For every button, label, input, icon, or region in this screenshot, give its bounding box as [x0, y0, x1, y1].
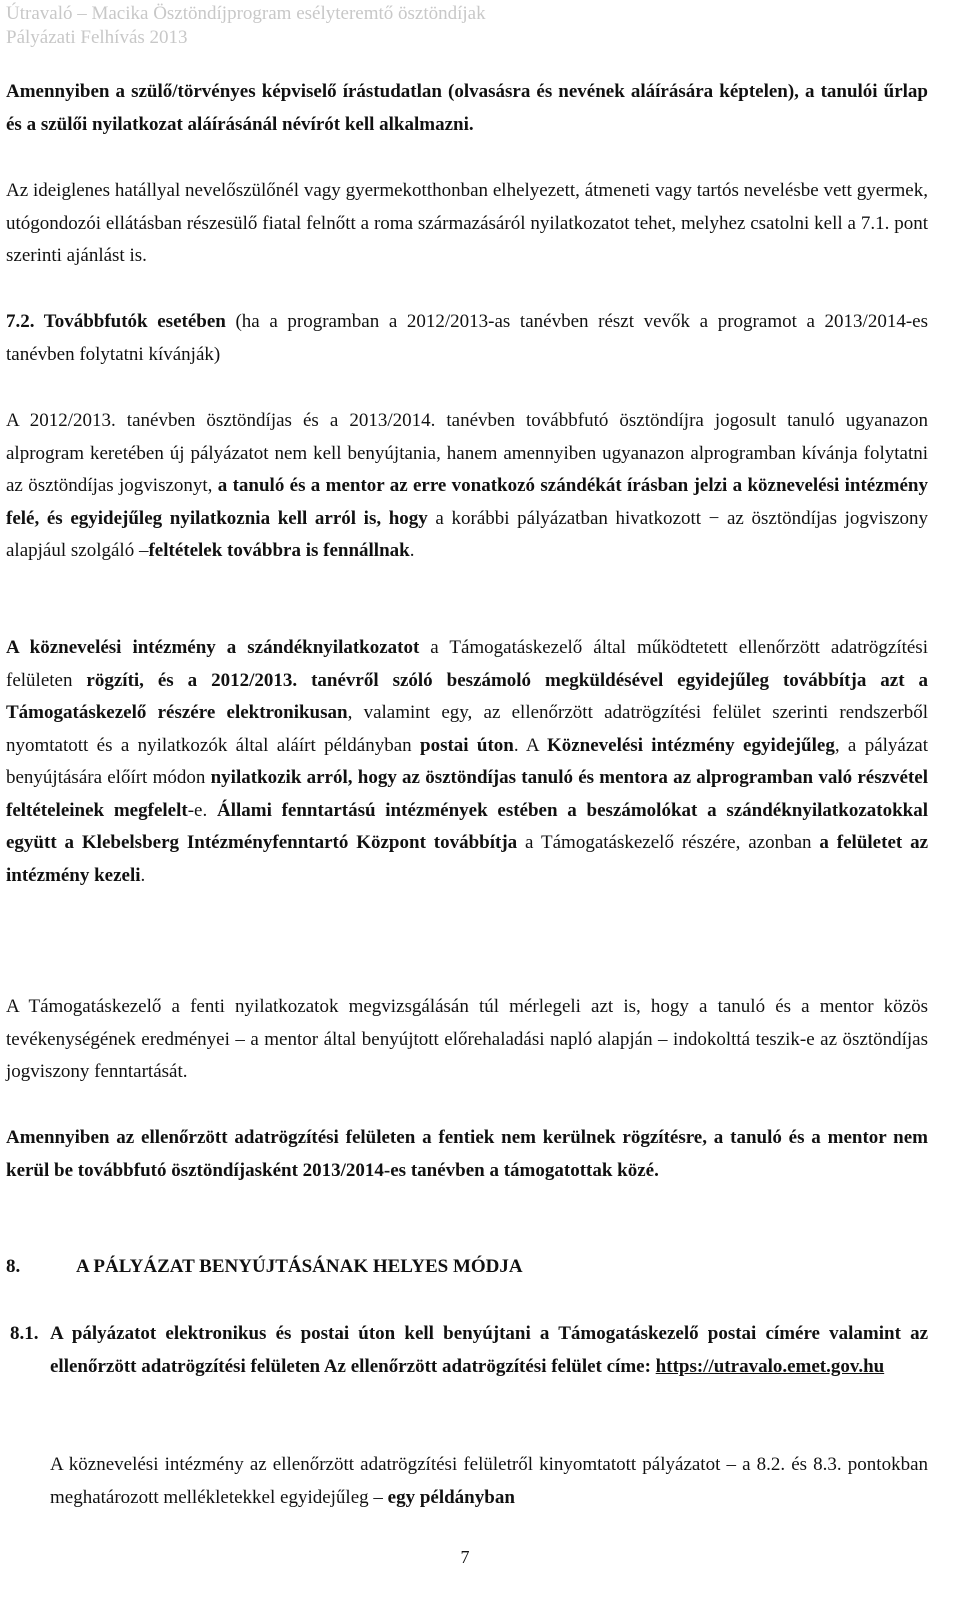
header-program-title: Útravaló – Macika Ösztöndíjprogram esélyteremtő ösztöndíjak [6, 3, 486, 24]
paragraph-illiterate-parent [6, 76, 928, 141]
section-7-2-heading [6, 306, 928, 371]
p4-bold-4: Köznevelési intézmény egyidejűleg [546, 734, 835, 756]
p3-bold-1: a tanuló és a mentor az erre vonatkozó szándékát írásban jelzi a köznevelési intézmény felé, és egyidejűleg nyilatkoznia kell arról is, hogy [6, 475, 928, 529]
paragraph-not-recorded-text: Amennyiben az ellenőrzött adatrögzítési felületen a fentiek nem kerülnek rögzítésre, a tanuló és a mentor nem kerül be továbbfutó ösztöndíjasként 2013/2014-es tanévben a támogatottak közé. [6, 1127, 928, 1181]
p4-text-3: . A [513, 734, 547, 756]
p4-text-2: , valamint egy, az ellenőrzött adatrögzítési felület szerinti rendszerből nyomtatott és a nyilatkozók által aláírt példányban [6, 702, 929, 756]
section-8-number: 8. [6, 1256, 21, 1277]
paragraph-continuing-scholarship [6, 405, 928, 568]
p4-text-1: a Támogatáskezelő által működtetett ellenőrzött adatrögzítési felületen [6, 637, 928, 691]
p4-bold-5: nyilatkozik arról, hogy az ösztöndíjas tanuló és mentora az alprogramban való részvétel feltételeinek megfelelt [6, 767, 929, 821]
p3-text-2: a korábbi pályázatban hivatkozott − az ösztöndíjas jogviszony alapjául szolgáló – [6, 507, 928, 561]
page-number: 7 [460, 1547, 470, 1567]
p4-text-6: a Támogatáskezelő részére, azonban [517, 832, 820, 853]
p4-text-7: . [140, 864, 146, 886]
p7-bold-1: egy példányban [387, 1486, 515, 1508]
paragraph-illiterate-parent-text: Amennyiben a szülő/törvényes képviselő írástudatlan (olvasásra és nevének aláírására képtelen), a tanulói űrlap és a szülői nyilatkozat aláírásánál névírót kell alkalmazni. [6, 81, 928, 135]
p3-text-3: . [409, 540, 415, 561]
platform-url-link[interactable]: https://utravalo.emet.gov.hu [655, 1355, 885, 1377]
p4-bold-3: postai úton [420, 734, 514, 756]
p4-bold-6: Állami fenntartású intézmények estében a beszámolókat a szándéknyilatkozatokkal együtt a Klebelsberg Intézményfenntartó Központ továbbítja [6, 799, 928, 853]
section-7-2-description: (ha a programban a 2012/2013-as tanévben részt vevők a programot a 2013/2014-es tanévben folytatni kívánják) [6, 311, 928, 365]
section-8-title: A PÁLYÁZAT BENYÚJTÁSÁNAK HELYES MÓDJA [76, 1256, 523, 1277]
paragraph-printed-application [50, 1449, 928, 1514]
paragraph-not-recorded [6, 1122, 928, 1187]
p4-bold-7: a felületet az intézmény kezeli [6, 832, 929, 886]
p3-bold-2: feltételek továbbra is fennállnak [148, 540, 410, 561]
paragraph-foster-child: Az ideiglenes hatállyal nevelőszülőnél vagy gyermekotthonban elhelyezett, átmeneti vagy tartós nevelésbe vett gyermek, utógondozói ellátásban részesülő fiatal felnőtt a roma származásáról nyilatkozatot tehet, melyhez csatolni kell a 7.1. pont szerinti ajánlást is. [6, 180, 928, 266]
header-call-title: Pályázati Felhívás 2013 [6, 27, 188, 48]
p3-text-1: A 2012/2013. tanévben ösztöndíjas és a 2013/2014. tanévben továbbfutó ösztöndíjra jogosult tanuló ugyanazon alprogram keretében új pályázatot nem kell benyújtania, hanem amennyiben ugyanazon alprogramban kívánja folytatni az ösztöndíjas jogviszonyt, [6, 410, 928, 496]
p4-text-4: , a pályázat benyújtására előírt módon [6, 734, 929, 788]
paragraph-evaluation: A Támogatáskezelő a fenti nyilatkozatok megvizsgálásán túl mérlegeli azt is, hogy a tanuló és a mentor közös tevékenységének eredményei – a mentor által benyújtott előrehaladási napló alapján – indokolttá teszik-e az ösztöndíjas jogviszony fenntartását. [6, 996, 928, 1082]
section-7-2-title: 7.2. Továbbfutók esetében [6, 311, 226, 332]
p4-bold-1: A köznevelési intézmény a szándéknyilatkozatot [6, 637, 420, 658]
running-header [6, 2, 486, 50]
p4-text-5: -e. [187, 799, 217, 821]
p7-text-1: A köznevelési intézmény az ellenőrzött adatrögzítési felületről kinyomtatott pályázatot – a 8.2. és 8.3. pontokban meghatározott mellékletekkel egyidejűleg – [50, 1454, 928, 1508]
p4-bold-2: rögzíti, és a 2012/2013. tanévről szóló beszámoló megküldésével egyidejűleg továbbítja azt a Támogatáskezelő részére elektronikusan [6, 669, 928, 723]
section-8-1-number: 8.1. [10, 1323, 39, 1344]
section-8-1-text-block [50, 1318, 928, 1383]
paragraph-institution-declaration [6, 632, 928, 892]
section-8-1-text: A pályázatot elektronikus és postai úton kell benyújtani a Támogatáskezelő postai címére valamint az ellenőrzött adatrögzítési felületen Az ellenőrzött adatrögzítési felület címe: [50, 1323, 928, 1377]
